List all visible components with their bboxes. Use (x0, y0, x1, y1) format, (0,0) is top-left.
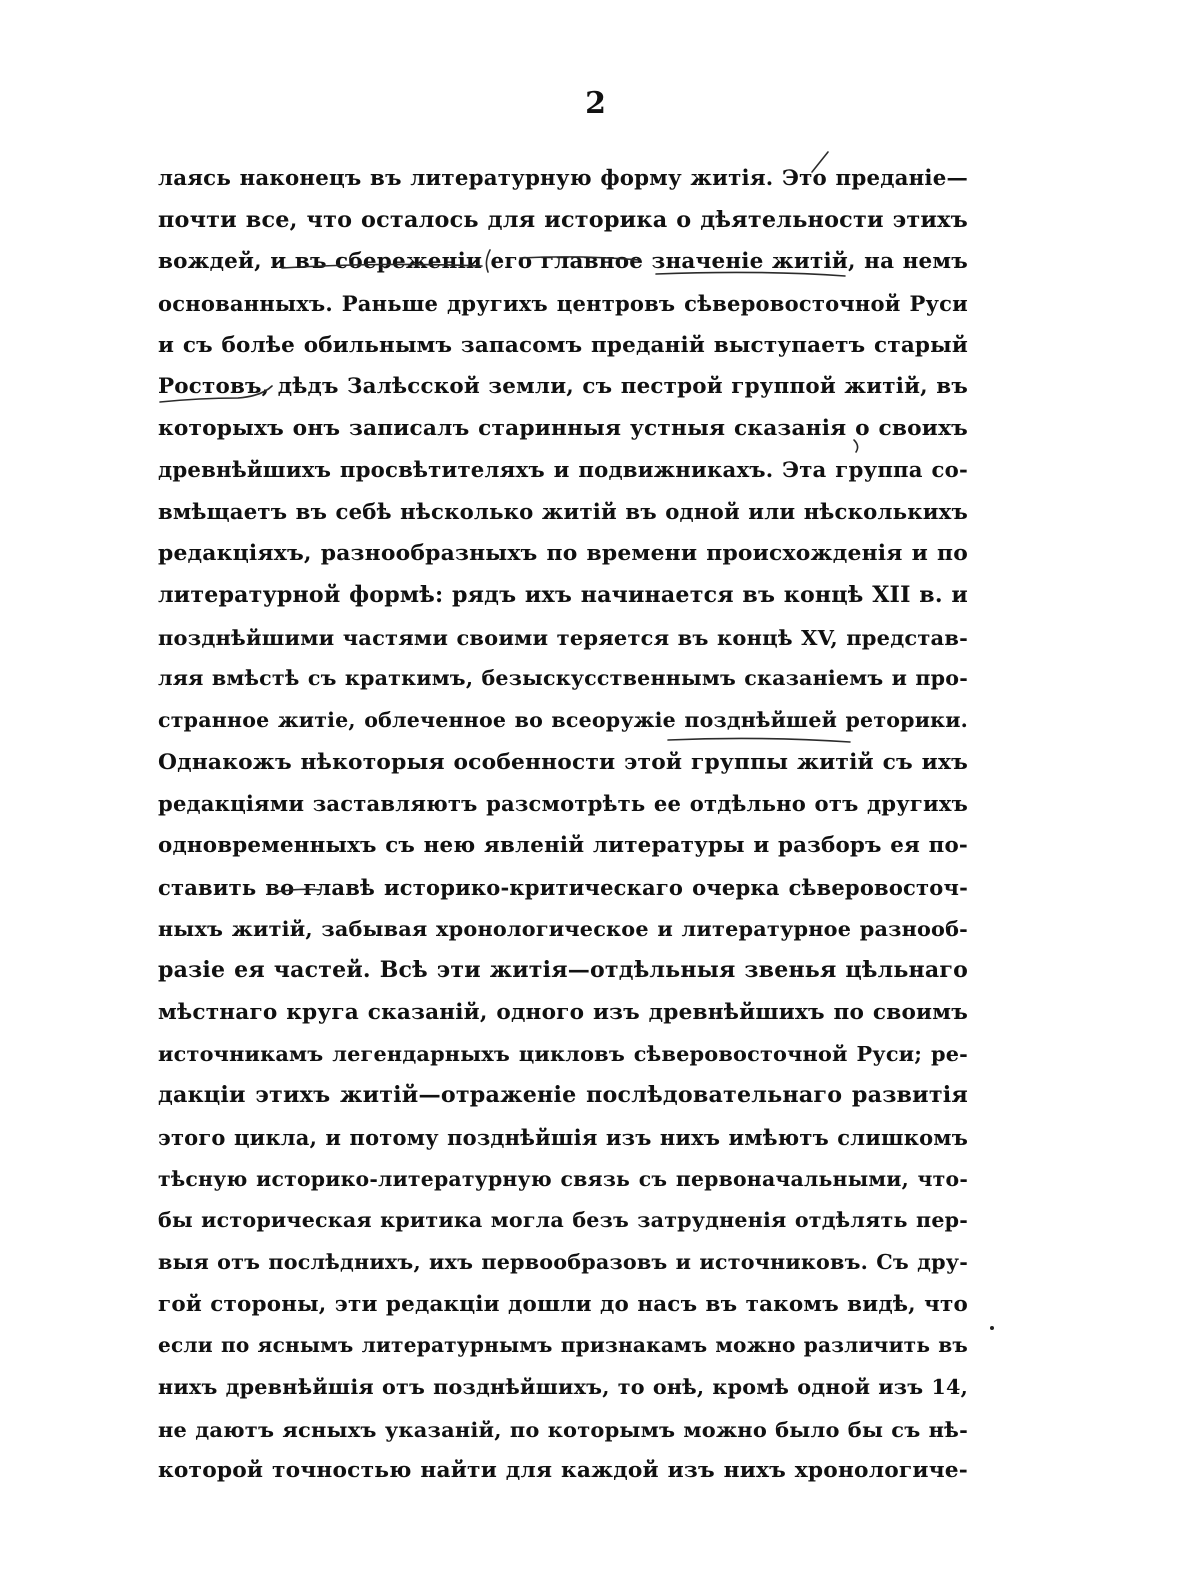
text-line: редакціями заставляютъ разсмотрѣть ее отдѣльно отъ другихъ (158, 791, 968, 817)
text-line: вмѣщаетъ въ себѣ нѣсколько житій въ одной или нѣсколькихъ (158, 499, 968, 525)
text-line: разіе ея частей. Всѣ эти житія—отдѣльныя звенья цѣльнаго (158, 957, 968, 984)
text-line: основанныхъ. Раньше другихъ центровъ сѣверовосточной Руси (158, 291, 968, 317)
ink-speck (990, 1326, 994, 1330)
text-line: позднѣйшими частями своими теряется въ концѣ XV, представ- (158, 624, 968, 650)
text-line: гой стороны, эти редакціи дошли до насъ въ такомъ видѣ, что (158, 1291, 968, 1317)
text-line: ставить во главѣ историко-критическаго очерка сѣверовосточ- (158, 874, 968, 900)
text-line: Однакожъ нѣкоторыя особенности этой группы житій съ ихъ (158, 749, 968, 775)
body-text (158, 158, 968, 1492)
text-line: не даютъ ясныхъ указаній, по которымъ можно было бы съ нѣ- (158, 1416, 968, 1442)
page-number: 2 (585, 86, 606, 121)
text-line: бы историческая критика могла безъ затрудненія отдѣлять пер- (158, 1208, 968, 1233)
text-line: литературной формѣ: рядъ ихъ начинается въ концѣ XII в. и (158, 581, 968, 608)
text-line: мѣстнаго круга сказаній, одного изъ древнѣйшихъ по своимъ (158, 999, 968, 1025)
text-line: ныхъ житій, забывая хронологическое и литературное разнооб- (158, 916, 968, 942)
text-line: лаясь наконецъ въ литературную форму житія. Это преданіе— (158, 166, 968, 191)
text-line: которой точностью найти для каждой изъ нихъ хронологиче- (158, 1458, 968, 1484)
text-line: вождей, и въ сбереженіи его главное значеніе житій, на немъ (158, 249, 968, 275)
text-line: дакціи этихъ житій—отраженіе послѣдовательнаго развитія (158, 1082, 968, 1109)
text-line: которыхъ онъ записалъ старинныя устныя сказанія о своихъ (158, 416, 968, 442)
text-line: источникамъ легендарныхъ цикловъ сѣверовосточной Руси; ре- (158, 1041, 968, 1067)
text-line: редакціяхъ, разнообразныхъ по времени происхожденія и по (158, 541, 968, 567)
text-line: если по яснымъ литературнымъ признакамъ можно различить въ (158, 1333, 968, 1358)
text-line: тѣсную историко-литературную связь съ первоначальными, что- (158, 1166, 968, 1191)
text-line: древнѣйшихъ просвѣтителяхъ и подвижникахъ. Эта группа со- (158, 457, 968, 483)
text-line: Ростовъ, дѣдъ Залѣсской земли, съ пестрой группой житій, въ (158, 374, 968, 400)
text-line: этого цикла, и потому позднѣйшія изъ нихъ имѣютъ слишкомъ (158, 1124, 968, 1150)
text-line: выя отъ послѣднихъ, ихъ первообразовъ и источниковъ. Съ дру- (158, 1249, 968, 1274)
text-line: одновременныхъ съ нею явленій литературы и разборъ ея по- (158, 833, 968, 858)
text-line: почти все, что осталось для историка о дѣятельности этихъ (158, 206, 968, 233)
text-line: и съ болѣе обильнымъ запасомъ преданій выступаетъ старый (158, 332, 968, 358)
text-line: нихъ древнѣйшія отъ позднѣйшихъ, то онѣ, кромѣ одной изъ 14, (158, 1374, 968, 1399)
text-line: странное житіе, облеченное во всеоружіе позднѣйшей реторики. (158, 707, 968, 732)
text-line: ляя вмѣстѣ съ краткимъ, безыскусственнымъ сказаніемъ и про- (158, 666, 968, 691)
